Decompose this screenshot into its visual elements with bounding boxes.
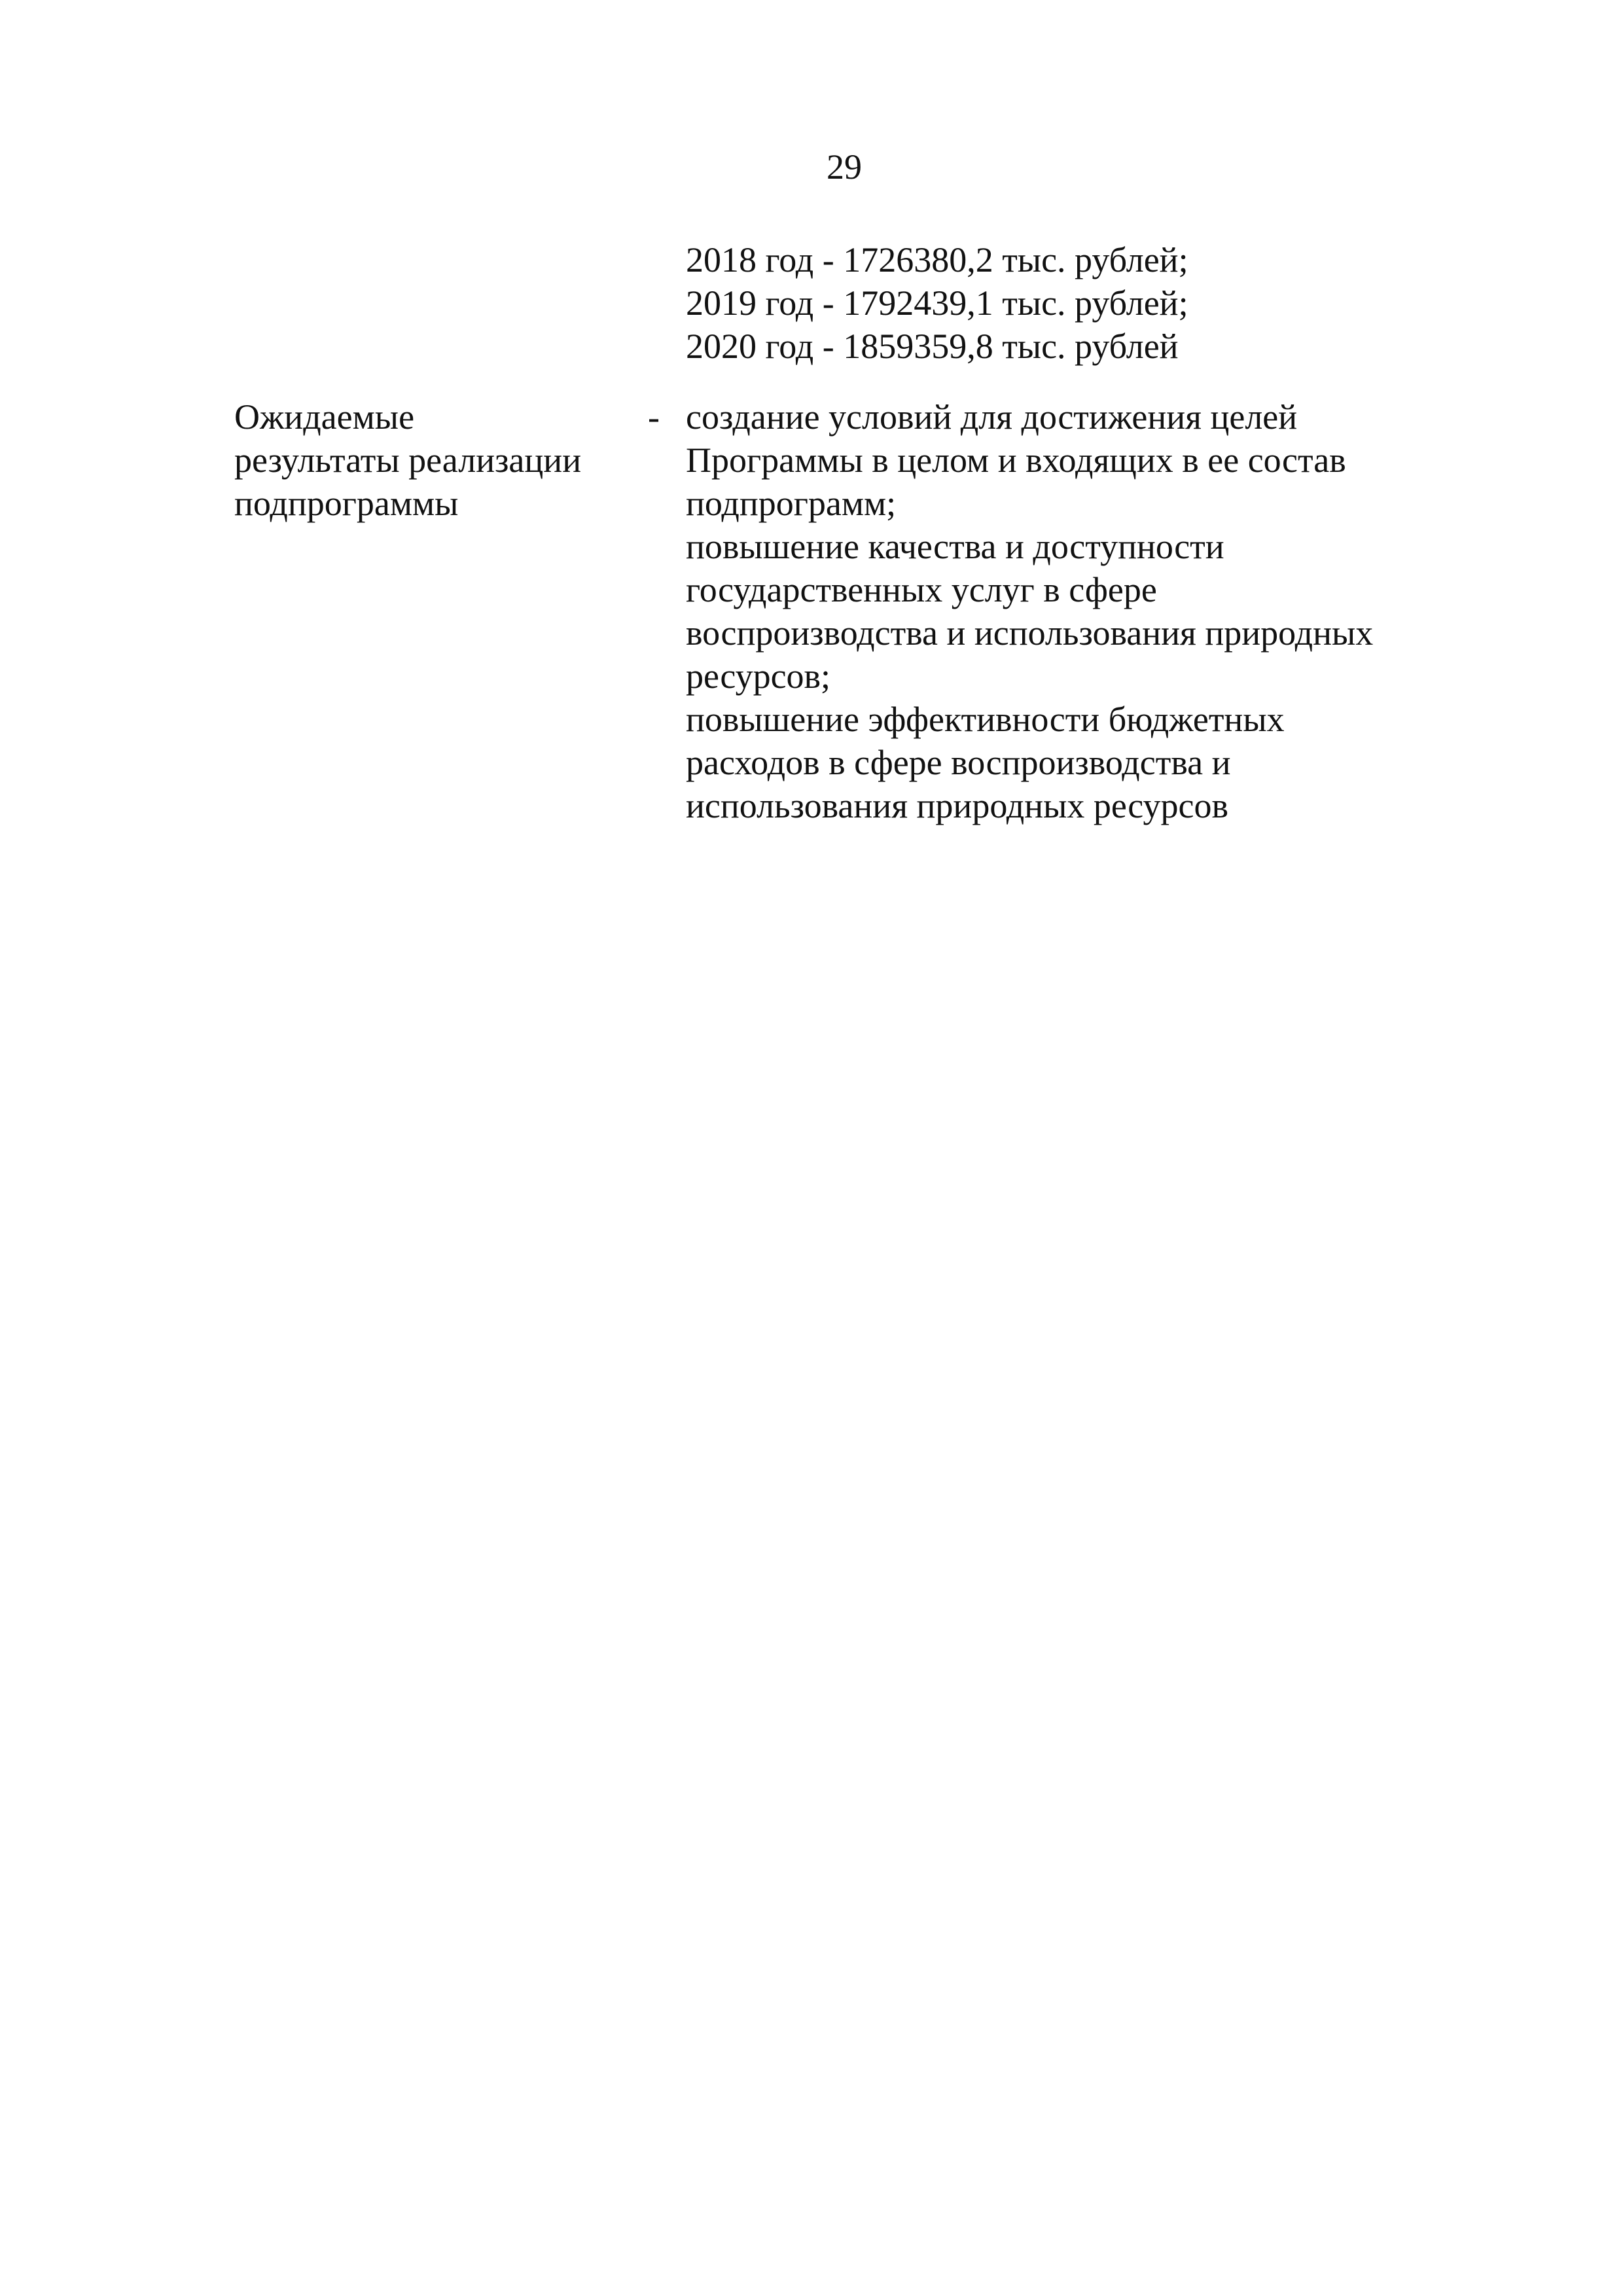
label-line: подпрограммы bbox=[234, 484, 459, 523]
result-line: использования природных ресурсов bbox=[686, 786, 1228, 825]
result-line: подпрограмм; bbox=[686, 484, 897, 523]
result-line: государственных услуг в сфере bbox=[686, 570, 1157, 609]
expected-results-label bbox=[234, 395, 627, 525]
funding-line-2020: 2020 год - 1859359,8 тыс. рублей bbox=[686, 327, 1179, 366]
result-line: расходов в сфере воспроизводства и bbox=[686, 743, 1231, 782]
separator-dash: - bbox=[648, 397, 660, 437]
result-line: воспроизводства и использования природных bbox=[686, 613, 1374, 653]
result-line: повышение качества и доступности bbox=[686, 527, 1224, 566]
result-line: Программы в целом и входящих в ее состав bbox=[686, 440, 1346, 480]
expected-results-text bbox=[686, 395, 1497, 827]
page-number: 29 bbox=[827, 147, 862, 187]
funding-line-2019: 2019 год - 1792439,1 тыс. рублей; bbox=[686, 283, 1188, 323]
result-line: повышение эффективности бюджетных bbox=[686, 700, 1285, 739]
funding-line-2018: 2018 год - 1726380,2 тыс. рублей; bbox=[686, 240, 1188, 279]
result-line: ресурсов; bbox=[686, 656, 831, 696]
label-line: Ожидаемые bbox=[234, 397, 415, 437]
label-line: результаты реализации bbox=[234, 440, 582, 480]
result-line: создание условий для достижения целей bbox=[686, 397, 1298, 437]
funding-by-year bbox=[686, 238, 1188, 368]
